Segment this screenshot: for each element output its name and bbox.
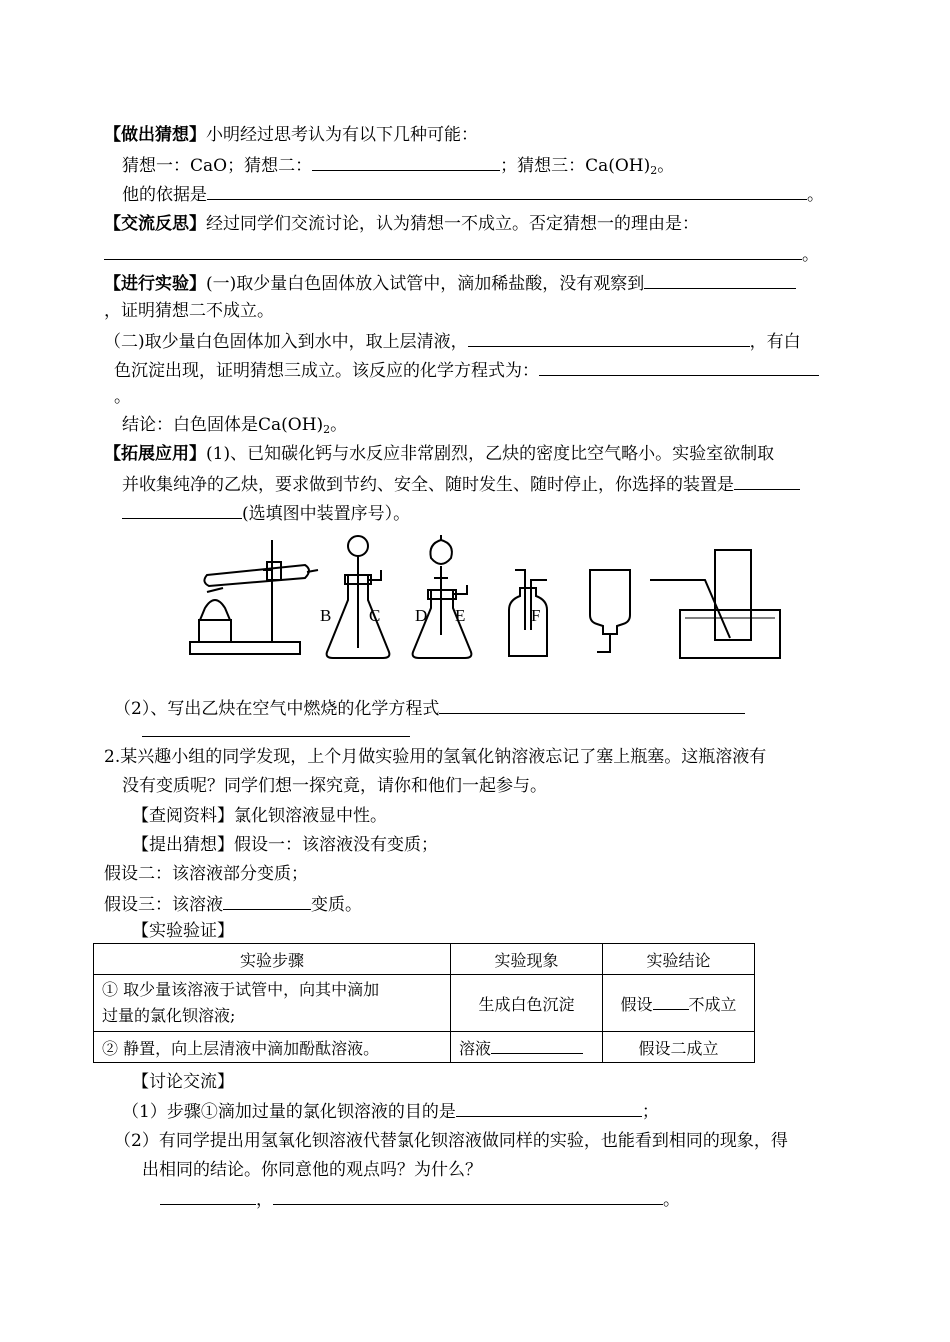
hypo3-blank[interactable] xyxy=(223,893,311,910)
q2-d2a: （2）有同学提出用氢氧化钡溶液代替氯化钡溶液做同样的实验，也能看到相同的现象，得 xyxy=(114,1131,788,1151)
experiment-equation xyxy=(114,359,819,382)
combustion-blank[interactable] xyxy=(439,697,745,714)
dot: 。 xyxy=(114,387,131,407)
punct: 。 xyxy=(807,185,824,205)
q2-line2: 没有变质呢？同学们想一探究竟，请你和他们一起参与。 xyxy=(122,776,547,796)
q2-d2-answer xyxy=(160,1188,680,1211)
hypo3-end: 变质。 xyxy=(311,895,362,915)
apparatus-g xyxy=(590,570,630,652)
guess-basis xyxy=(122,183,824,206)
extend-line2 xyxy=(122,473,800,496)
extend-q2 xyxy=(114,697,745,720)
extend-text3: (选填图中装置序号）。 xyxy=(242,504,411,524)
row2-phen-blank[interactable] xyxy=(491,1037,583,1054)
row1-conc-end: 不成立 xyxy=(688,994,737,1014)
step2-text: （二)取少量白色固体加入到水中，取上层清液， xyxy=(104,332,468,352)
extend-line1 xyxy=(104,443,774,465)
punct: 。 xyxy=(802,245,819,265)
row2-step: ② 静置，向上层清液中滴加酚酞溶液。 xyxy=(94,1032,451,1063)
subscript: 2 xyxy=(650,164,658,177)
guess-options xyxy=(122,154,674,182)
row1-step-a: ① 取少量该溶液于试管中，向其中滴加 xyxy=(102,980,380,999)
d1-end: ； xyxy=(641,1102,659,1122)
reason-blank[interactable] xyxy=(273,1188,663,1205)
reflect-heading: 【交流反思】 xyxy=(104,214,206,234)
q2-hypothesis2: 假设二：该溶液部分变质； xyxy=(104,864,308,884)
label-d: D xyxy=(415,606,428,625)
row1-phenomenon: 生成白色沉淀 xyxy=(451,975,603,1032)
apparatus-f xyxy=(509,570,547,656)
apparatus-a xyxy=(190,540,318,654)
punct: ， xyxy=(256,1190,273,1210)
apparatus-de xyxy=(413,535,472,658)
guess-intro: 小明经过思考认为有以下几种可能： xyxy=(206,125,478,145)
reflect-blank[interactable] xyxy=(104,243,802,260)
row1-conc-pre: 假设 xyxy=(620,994,653,1014)
row1-step xyxy=(94,975,451,1032)
q2-hypothesis: 【提出猜想】假设一：该溶液没有变质； xyxy=(132,835,438,855)
extend-line3 xyxy=(122,502,410,525)
equation-prompt: 色沉淀出现，证明猜想三成立。该反应的化学方程式为： xyxy=(114,361,539,381)
device-blank-a[interactable] xyxy=(734,473,800,490)
row1-step-b: 过量的氯化钡溶液; xyxy=(102,1006,236,1025)
row2-phen-text: 溶液 xyxy=(459,1038,492,1058)
punct: 。 xyxy=(663,1190,680,1210)
apparatus-bc xyxy=(327,536,390,658)
guess-paragraph xyxy=(104,124,478,146)
basis-blank[interactable] xyxy=(207,183,807,200)
col-phenomenon: 实验现象 xyxy=(451,944,603,975)
reflect-answer xyxy=(104,243,819,266)
label-c: C xyxy=(369,606,381,625)
q2-d2b: 出相同的结论。你同意他的观点吗？为什么？ xyxy=(142,1160,482,1180)
q2-verify: 【实验验证】 xyxy=(132,921,234,941)
reflect-text: 经过同学们交流讨论，认为猜想一不成立。否定猜想一的理由是： xyxy=(206,214,699,234)
q2-text: （2）、写出乙炔在空气中燃烧的化学方程式 xyxy=(114,699,440,719)
col-steps: 实验步骤 xyxy=(94,944,451,975)
col-conclusion: 实验结论 xyxy=(603,944,755,975)
step2-blank[interactable] xyxy=(468,330,750,347)
step1-text: (一)取少量白色固体放入试管中，滴加稀盐酸，没有观察到 xyxy=(206,274,645,294)
extend-heading: 【拓展应用】 xyxy=(104,444,206,464)
label-f: F xyxy=(531,606,541,625)
experiment-table xyxy=(93,943,755,1063)
experiment-step1-end: ，证明猜想二不成立。 xyxy=(104,301,274,321)
row1-conc-blank[interactable] xyxy=(653,993,689,1010)
q2-d1 xyxy=(122,1100,659,1123)
experiment-step2 xyxy=(104,330,801,353)
table-row xyxy=(94,1032,755,1063)
experiment-conclusion xyxy=(122,414,347,441)
equation-blank[interactable] xyxy=(539,359,819,376)
table-row xyxy=(94,975,755,1032)
guess-one: 猜想一：CaO；猜想二： xyxy=(122,156,313,176)
q2-line1: 2.某兴趣小组的同学发现，上个月做实验用的氢氧化钠溶液忘记了塞上瓶塞。这瓶溶液有 xyxy=(104,747,767,767)
step1-blank[interactable] xyxy=(644,272,796,289)
q2-consult: 【查阅资料】氯化钡溶液显中性。 xyxy=(132,806,387,826)
label-b: B xyxy=(320,606,332,625)
label-e: E xyxy=(455,606,466,625)
step2-end: ，有白 xyxy=(749,332,801,352)
table-header-row xyxy=(94,944,755,975)
extend-text1: (1)、已知碳化钙与水反应非常剧烈，乙炔的密度比空气略小。实验室欲制取 xyxy=(206,444,775,464)
d1-blank[interactable] xyxy=(456,1100,642,1117)
subscript: 2 xyxy=(323,423,331,436)
experiment-step1 xyxy=(104,272,796,295)
reflect-paragraph xyxy=(104,213,699,235)
basis-label: 他的依据是 xyxy=(122,185,207,205)
conclusion-text: 结论：白色固体是Ca(OH) xyxy=(122,415,324,435)
guess-three: ；猜想三：Ca(OH) xyxy=(500,156,651,176)
guess-heading: 【做出猜想】 xyxy=(104,125,206,145)
combustion-blank-2[interactable] xyxy=(142,736,410,737)
extend-text2: 并收集纯净的乙炔，要求做到节约、安全、随时发生、随时停止，你选择的装置是 xyxy=(122,475,734,495)
experiment-heading: 【进行实验】 xyxy=(104,274,206,294)
punct: 。 xyxy=(657,156,675,176)
apparatus-h xyxy=(650,550,780,658)
hypo3-text: 假设三：该溶液 xyxy=(104,895,223,915)
agree-blank[interactable] xyxy=(160,1188,256,1205)
row1-conclusion xyxy=(603,975,755,1032)
apparatus-figure xyxy=(185,530,785,665)
punct: 。 xyxy=(330,415,348,435)
d1-text: （1）步骤①滴加过量的氯化钡溶液的目的是 xyxy=(122,1102,456,1122)
q2-discuss: 【讨论交流】 xyxy=(132,1072,234,1092)
row2-phenomenon xyxy=(451,1032,603,1063)
device-blank-b[interactable] xyxy=(122,502,242,519)
row2-conclusion: 假设二成立 xyxy=(603,1032,755,1063)
q2-hypothesis3 xyxy=(104,893,362,916)
guess-two-blank[interactable] xyxy=(312,154,500,171)
